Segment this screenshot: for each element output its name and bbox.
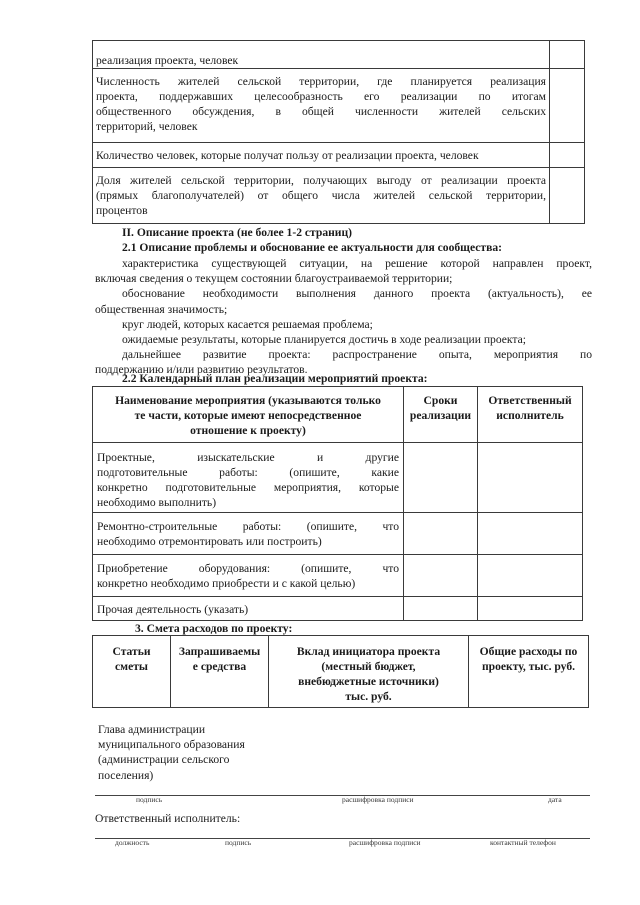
plan-row: [93, 513, 404, 555]
indicator-row: [93, 41, 550, 69]
indicator-line: Доля жителей сельской территории, получающих выгоду от реализации проекта: [96, 174, 546, 187]
plan-header-line: Сроки: [423, 394, 458, 407]
plan-row-line: необходимо отремонтировать или построить): [97, 535, 322, 548]
plan-responsible-cell: [478, 555, 583, 597]
section3-title: 3. Смета расходов по проекту:: [135, 622, 293, 635]
budget-header-line: Запрашиваемы: [178, 645, 261, 658]
plan-row-line: необходимо выполнить): [97, 496, 217, 509]
plan-dates-cell: [404, 513, 478, 555]
indicator-row: [93, 168, 550, 224]
head-line: Глава администрации: [98, 723, 206, 736]
plan-header-activity: [93, 387, 404, 443]
head-line: (администрации сельского: [98, 753, 230, 767]
plan-row-line: Приобретение оборудования: (опишите, что: [97, 562, 399, 575]
indicator-line: Количество человек, которые получат пользу от реализации проекта, человек: [96, 149, 479, 162]
indicator-line: реализация проекта, человек: [96, 54, 239, 67]
section2-subtitle-2: 2.2 Календарный план реализации мероприятий проекта:: [122, 372, 428, 385]
budget-table: [92, 635, 588, 708]
budget-header-line: тыс. руб.: [345, 690, 392, 703]
indicator-row: [93, 143, 550, 168]
indicator-line: территорий, человек: [96, 120, 198, 133]
description-line: общественная значимость;: [95, 302, 228, 316]
budget-header-line: Статьи: [112, 645, 151, 658]
indicator-line: (прямых благополучателей) от общего числа жителей сельской территории,: [96, 189, 546, 202]
section2-title: II. Описание проекта (не более 1-2 страниц): [122, 226, 353, 239]
budget-header-requested: [171, 636, 269, 708]
indicator-value-cell: [550, 69, 585, 143]
plan-header-line: реализации: [409, 409, 472, 422]
plan-row-line: Ремонтно-строительные работы: (опишите, что: [97, 520, 399, 533]
plan-header-line: отношение к проекту): [190, 424, 306, 437]
plan-row-line: Проектные, изыскательские и другие: [97, 451, 399, 464]
plan-responsible-cell: [478, 513, 583, 555]
description-line: поддержанию и/или развитию результатов.: [95, 363, 308, 377]
signature-label-decoding-2: расшифровка подписи: [349, 838, 421, 847]
plan-responsible-cell: [478, 443, 583, 513]
indicator-row: [93, 69, 550, 143]
executor-label: Ответственный исполнитель:: [95, 812, 241, 825]
calendar-plan-table: [92, 386, 582, 621]
plan-header-line: те части, которые имеют непосредственное: [134, 409, 362, 422]
head-line: поселения): [98, 768, 154, 782]
signature-label-date: дата: [548, 795, 562, 804]
indicator-line: общественного обсуждения, в общей численности жителей сельских: [96, 105, 546, 118]
plan-row: [93, 443, 404, 513]
plan-dates-cell: [404, 443, 478, 513]
budget-header-line: Вклад инициатора проекта: [296, 645, 441, 658]
signature-label-position: должность: [115, 838, 150, 847]
budget-header-line: (местный бюджет,: [321, 660, 416, 673]
plan-row-line: конкретно необходимо приобрести и с какой целью): [97, 577, 356, 590]
indicator-line: процентов: [96, 204, 148, 217]
plan-header-responsible: [478, 387, 583, 443]
description-line: характеристика существующей ситуации, на решение которой направлен проект,: [122, 257, 592, 270]
description-line: ожидаемые результаты, которые планируется достичь в ходе реализации проекта;: [122, 333, 526, 347]
indicator-line: проекта, поддержавших целесообразность его реализации по итогам: [96, 90, 546, 103]
plan-row-line: Прочая деятельность (указать): [97, 603, 249, 616]
plan-row: [93, 597, 404, 621]
indicator-value-cell: [550, 41, 585, 69]
description-line: дальнейшее развитие проекта: распространение опыта, мероприятия по: [122, 348, 592, 362]
description-line: включая сведения о текущем состоянии благоустраиваемой территории;: [95, 272, 453, 286]
budget-header-line: Общие расходы по: [479, 645, 578, 658]
plan-header-line: исполнитель: [496, 409, 564, 422]
indicator-line: Численность жителей сельской территории, где планируется реализация: [96, 75, 546, 88]
budget-header-line: проекту, тыс. руб.: [481, 660, 576, 673]
budget-header-items: [93, 636, 171, 708]
signature-label-phone: контактный телефон: [490, 838, 556, 847]
budget-header-line: е средства: [192, 660, 247, 673]
section2-description: [95, 256, 592, 378]
head-of-administration: [98, 722, 245, 783]
plan-header-dates: [404, 387, 478, 443]
plan-row-line: подготовительные работы: (опишите, какие: [97, 466, 399, 479]
head-line: муниципального образования: [98, 738, 245, 752]
plan-header-line: Ответственный: [488, 394, 572, 407]
plan-responsible-cell: [478, 597, 583, 621]
description-line: круг людей, которых касается решаемая проблема;: [122, 317, 373, 331]
budget-header-total: [469, 636, 589, 708]
budget-header-contribution: [269, 636, 469, 708]
budget-header-line: внебюджетные источники): [298, 675, 439, 688]
plan-row: [93, 555, 404, 597]
plan-dates-cell: [404, 597, 478, 621]
plan-header-line: Наименование мероприятия (указываются только: [115, 394, 381, 407]
indicator-value-cell: [550, 143, 585, 168]
plan-dates-cell: [404, 555, 478, 597]
section2-subtitle-1: 2.1 Описание проблемы и обоснование ее актуальности для сообщества:: [122, 241, 502, 254]
indicator-value-cell: [550, 168, 585, 224]
signature-label-signature: подпись: [136, 795, 163, 804]
signature-label-signature-2: подпись: [225, 838, 252, 847]
budget-header-line: сметы: [115, 660, 148, 673]
signature-label-decoding: расшифровка подписи: [342, 795, 414, 804]
indicators-table: [92, 40, 584, 224]
description-line: обоснование необходимости выполнения данного проекта (актуальность), ее: [122, 287, 592, 301]
plan-row-line: конкретно подготовительные мероприятия, которые: [97, 481, 399, 494]
